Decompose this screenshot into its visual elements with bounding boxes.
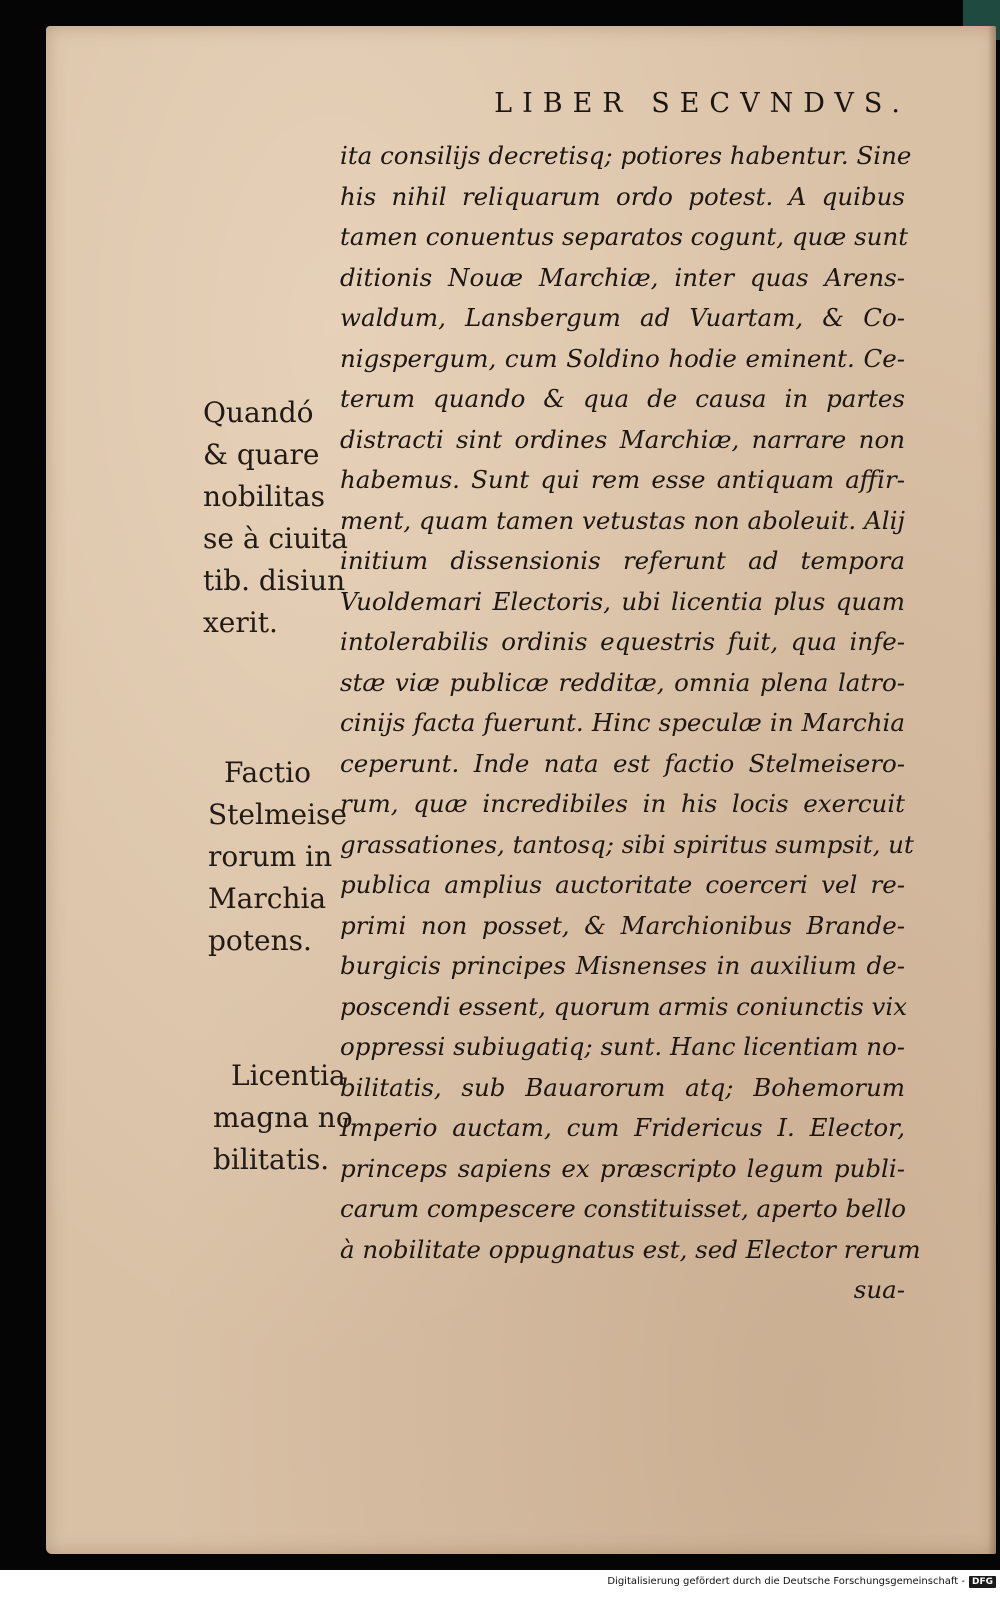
body-line: ita consilijs decretisq; potiores habentur. Sine <box>340 141 912 170</box>
body-line: stæ viæ publicæ redditæ, omnia plena latro- <box>340 667 905 697</box>
body-line: burgicis principes Misnenses in auxilium de- <box>340 951 905 980</box>
marginal-line: rorum in <box>208 840 333 873</box>
catchword: sua- <box>853 1275 905 1304</box>
running-head: LIBER SECVNDVS. <box>494 88 910 119</box>
body-line: waldum, Lansbergum ad Vuartam, & Co- <box>340 303 905 332</box>
body-line: distracti sint ordines Marchiæ, narrare non <box>340 424 905 454</box>
marginal-line: potens. <box>208 924 312 957</box>
digitization-credit <box>600 1576 996 1592</box>
marginal-line: Licentia <box>231 1059 346 1092</box>
marginal-line: bilitatis. <box>213 1143 330 1176</box>
body-line: terum quando & qua de causa in partes <box>340 384 905 413</box>
body-line: grassationes, tantosq; sibi spiritus sumpsit, ut <box>340 829 914 859</box>
marginal-line: Marchia <box>208 882 327 915</box>
body-line: rum, quæ incredibiles in his locis exercuit <box>340 789 905 818</box>
body-line: princeps sapiens ex præscripto legum publi- <box>340 1153 905 1183</box>
marginal-line: xerit. <box>203 606 278 639</box>
marginal-line: Factio <box>224 756 311 789</box>
body-line: initium dissensionis referunt ad tempora <box>340 546 905 575</box>
marginal-line: tib. disiun <box>203 564 346 597</box>
body-line: ment, quam tamen vetustas non aboleuit. Alij <box>340 505 905 535</box>
body-line: oppressi subiugatiq; sunt. Hanc licentiam no- <box>340 1032 906 1061</box>
body-line: carum compescere constituisset, aperto bello <box>340 1194 907 1223</box>
marginal-line: magna no <box>213 1101 353 1134</box>
marginal-note-licentia <box>213 1055 353 1181</box>
marginal-note-factio <box>208 752 347 962</box>
body-line: à nobilitate oppugnatus est, sed Elector rerum <box>340 1234 921 1264</box>
body-line: bilitatis, sub Bauarorum atq; Bohemorum <box>340 1072 905 1102</box>
body-text <box>340 136 921 1311</box>
dfg-logo: DFG <box>969 1576 996 1588</box>
credit-text: Digitalisierung gefördert durch die Deutsche Forschungsgemeinschaft - <box>607 1576 965 1587</box>
body-line: Vuoldemari Electoris, ubi licentia plus quam <box>340 586 905 616</box>
body-line: cinijs facta fuerunt. Hinc speculæ in Marchia <box>340 708 905 737</box>
body-line: his nihil reliquarum ordo potest. A quibus <box>340 181 905 211</box>
body-line: ceperunt. Inde nata est factio Stelmeisero- <box>340 748 905 778</box>
body-line: intolerabilis ordinis equestris fuit, qua infe- <box>340 627 905 656</box>
marginal-note-quare <box>203 392 348 644</box>
marginal-line: se à ciuita <box>203 522 349 555</box>
body-line: habemus. Sunt qui rem esse antiquam affir- <box>340 465 905 494</box>
body-line: poscendi essent, quorum armis coniunctis vix <box>340 991 908 1021</box>
body-line: publica amplius auctoritate coerceri vel re- <box>340 870 905 899</box>
body-line: Imperio auctam, cum Fridericus I. Elector, <box>340 1113 905 1142</box>
body-line: ditionis Nouæ Marchiæ, inter quas Arens- <box>340 262 905 292</box>
body-line: primi non posset, & Marchionibus Brande- <box>340 910 905 940</box>
body-line: nigspergum, cum Soldino hodie eminent. Ce- <box>340 343 905 373</box>
marginal-line: nobilitas <box>203 480 325 513</box>
page-edge-shadow <box>988 26 996 1554</box>
marginal-line: & quare <box>203 438 320 471</box>
body-line: tamen conuentus separatos cogunt, quæ sunt <box>340 222 909 251</box>
marginal-line: Stelmeise <box>208 798 347 831</box>
marginal-line: Quandó <box>203 396 314 429</box>
